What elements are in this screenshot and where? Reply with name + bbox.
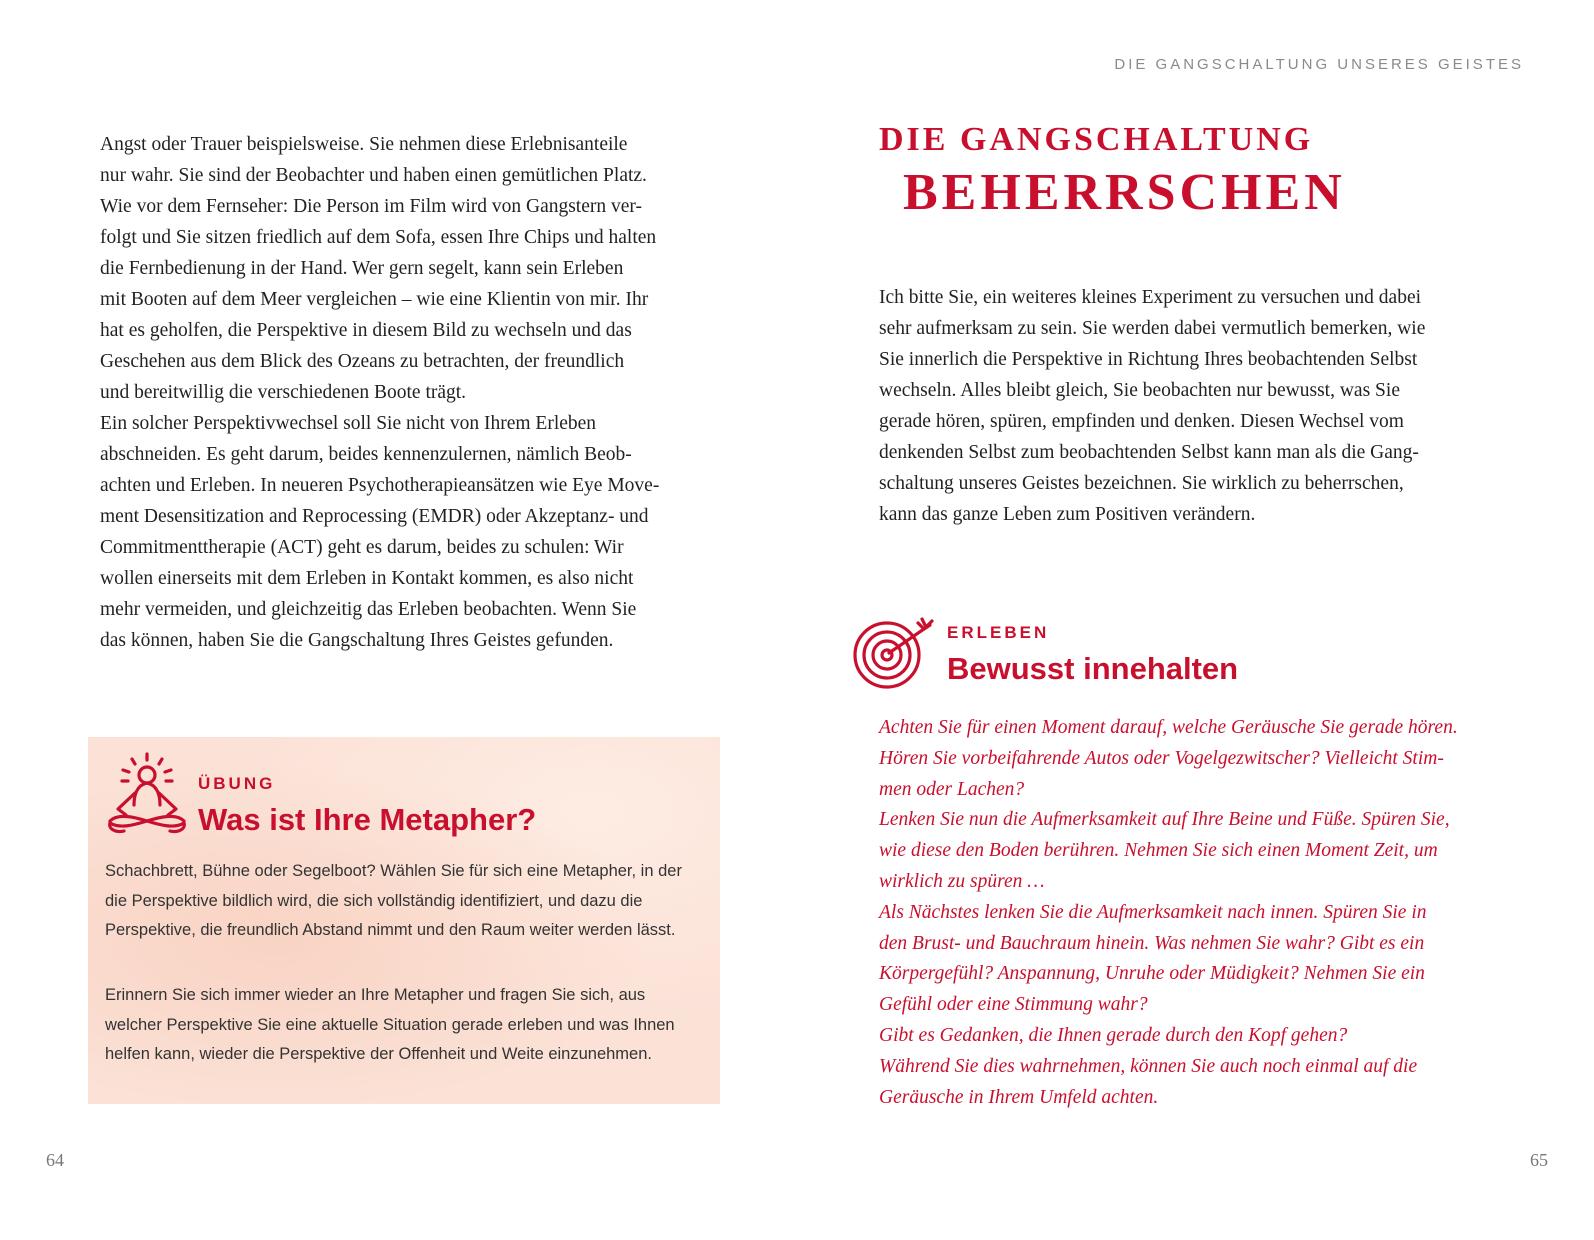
- target-arrow-icon: [852, 617, 934, 691]
- running-header: DIE GANGSCHALTUNG UNSERES GEISTES: [1114, 56, 1524, 73]
- experience-text: Achten Sie für einen Moment darauf, welche Geräusche Sie gerade hören. Hören Sie vorbeifahrende Autos oder Vogelgezwitscher? Vielleicht Stim- men oder Lachen? Lenken Sie nun die Aufmerksamkeit auf Ihre Beine und Füße. Spüren Sie, wie diese den Boden berühren. Nehmen Sie sich einen Moment Zeit, um wirklich zu spüren … Als Nächstes lenken Sie die Aufmerksamkeit nach innen. Spüren Sie in den Brust- und Bauchraum hinein. Was nehmen Sie wahr? Gibt es ein Körpergefühl? Anspannung, Unruhe oder Müdigkeit? Nehmen Sie ein Gefühl oder eine Stimmung wahr? Gibt es Gedanken, die Ihnen gerade durch den Kopf gehen? Während Sie dies wahrnehmen, können Sie auch noch einmal auf die Geräusche in Ihrem Umfeld achten.: [879, 717, 1458, 1108]
- page-number-right: 65: [1530, 1150, 1548, 1170]
- exercise-paragraph: Erinnern Sie sich immer wieder an Ihre Metapher und fragen Sie sich, aus welcher Perspektive Sie eine aktuelle Situation gerade erleben und was Ihnen helfen kann, wieder die Perspektive der Offenheit und Weite einzunehmen.: [105, 986, 675, 1063]
- exercise-paragraph: Schachbrett, Bühne oder Segelboot? Wählen Sie für sich eine Metapher, in der die Perspektive bildlich wird, die sich vollständig identifiziert, und dazu die Perspektive, die freundlich Abstand nimmt und den Raum weiter werden lässt.: [105, 862, 682, 939]
- right-page: [797, 0, 1594, 1240]
- chapter-heading: [879, 118, 1346, 224]
- chapter-heading-line2: BEHERRSCHEN: [903, 164, 1346, 221]
- experience-title: Bewusst innehalten: [947, 651, 1239, 686]
- meditation-icon: [104, 751, 190, 839]
- exercise-kicker: ÜBUNG: [198, 774, 276, 793]
- experience-kicker: ERLEBEN: [947, 623, 1050, 642]
- page-number-left: 64: [46, 1150, 64, 1170]
- left-body-text: Angst oder Trauer beispielsweise. Sie nehmen diese Erlebnisanteile nur wahr. Sie sind der Beobachter und haben einen gemütlichen Platz. Wie vor dem Fernseher: Die Person im Film wird von Gangstern ver- folgt und Sie sitzen friedlich auf dem Sofa, essen Ihre Chips und halten die Fernbedienung in der Hand. Wer gern segelt, kann sein Erleben mit Booten auf dem Meer vergleichen – wie eine Klientin von mir. Ihr hat es geholfen, die Perspektive in diesem Bild zu wechseln und das Geschehen aus dem Blick des Ozeans zu betrachten, der freundlich und bereitwillig die verschiedenen Boote trägt. Ein solcher Perspektivwechsel soll Sie nicht von Ihrem Erleben abschneiden. Es geht darum, beides kennenzulernen, nämlich Beob- achten und Erleben. In neueren Psychotherapieansätzen wie Eye Move- ment Desensitization and Reprocessing (EMDR) oder Akzeptanz- und Commitmenttherapie (ACT) geht es darum, beides zu schulen: Wir wollen einerseits mit dem Erleben in Kontakt kommen, es also nicht mehr vermeiden, und gleichzeitig das Erleben beobachten. Wenn Sie das können, haben Sie die Gangschaltung Ihres Geistes gefunden.: [100, 134, 660, 651]
- chapter-heading-line1: DIE GANGSCHALTUNG: [879, 121, 1314, 158]
- right-body-text: Ich bitte Sie, ein weiteres kleines Experiment zu versuchen und dabei sehr aufmerksam zu sein. Sie werden dabei vermutlich bemerken, wie Sie innerlich die Perspektive in Richtung Ihres beobachtenden Selbst wechseln. Alles bleibt gleich, Sie beobachten nur bewusst, was Sie gerade hören, spüren, empfinden und denken. Diesen Wechsel vom denkenden Selbst zum beobachtenden Selbst kann man als die Gang- schaltung unseres Geistes bezeichnen. Sie wirklich zu beherrschen, kann das ganze Leben zum Positiven verändern.: [879, 287, 1426, 525]
- exercise-box: [88, 737, 720, 1104]
- exercise-title: Was ist Ihre Metapher?: [198, 802, 537, 837]
